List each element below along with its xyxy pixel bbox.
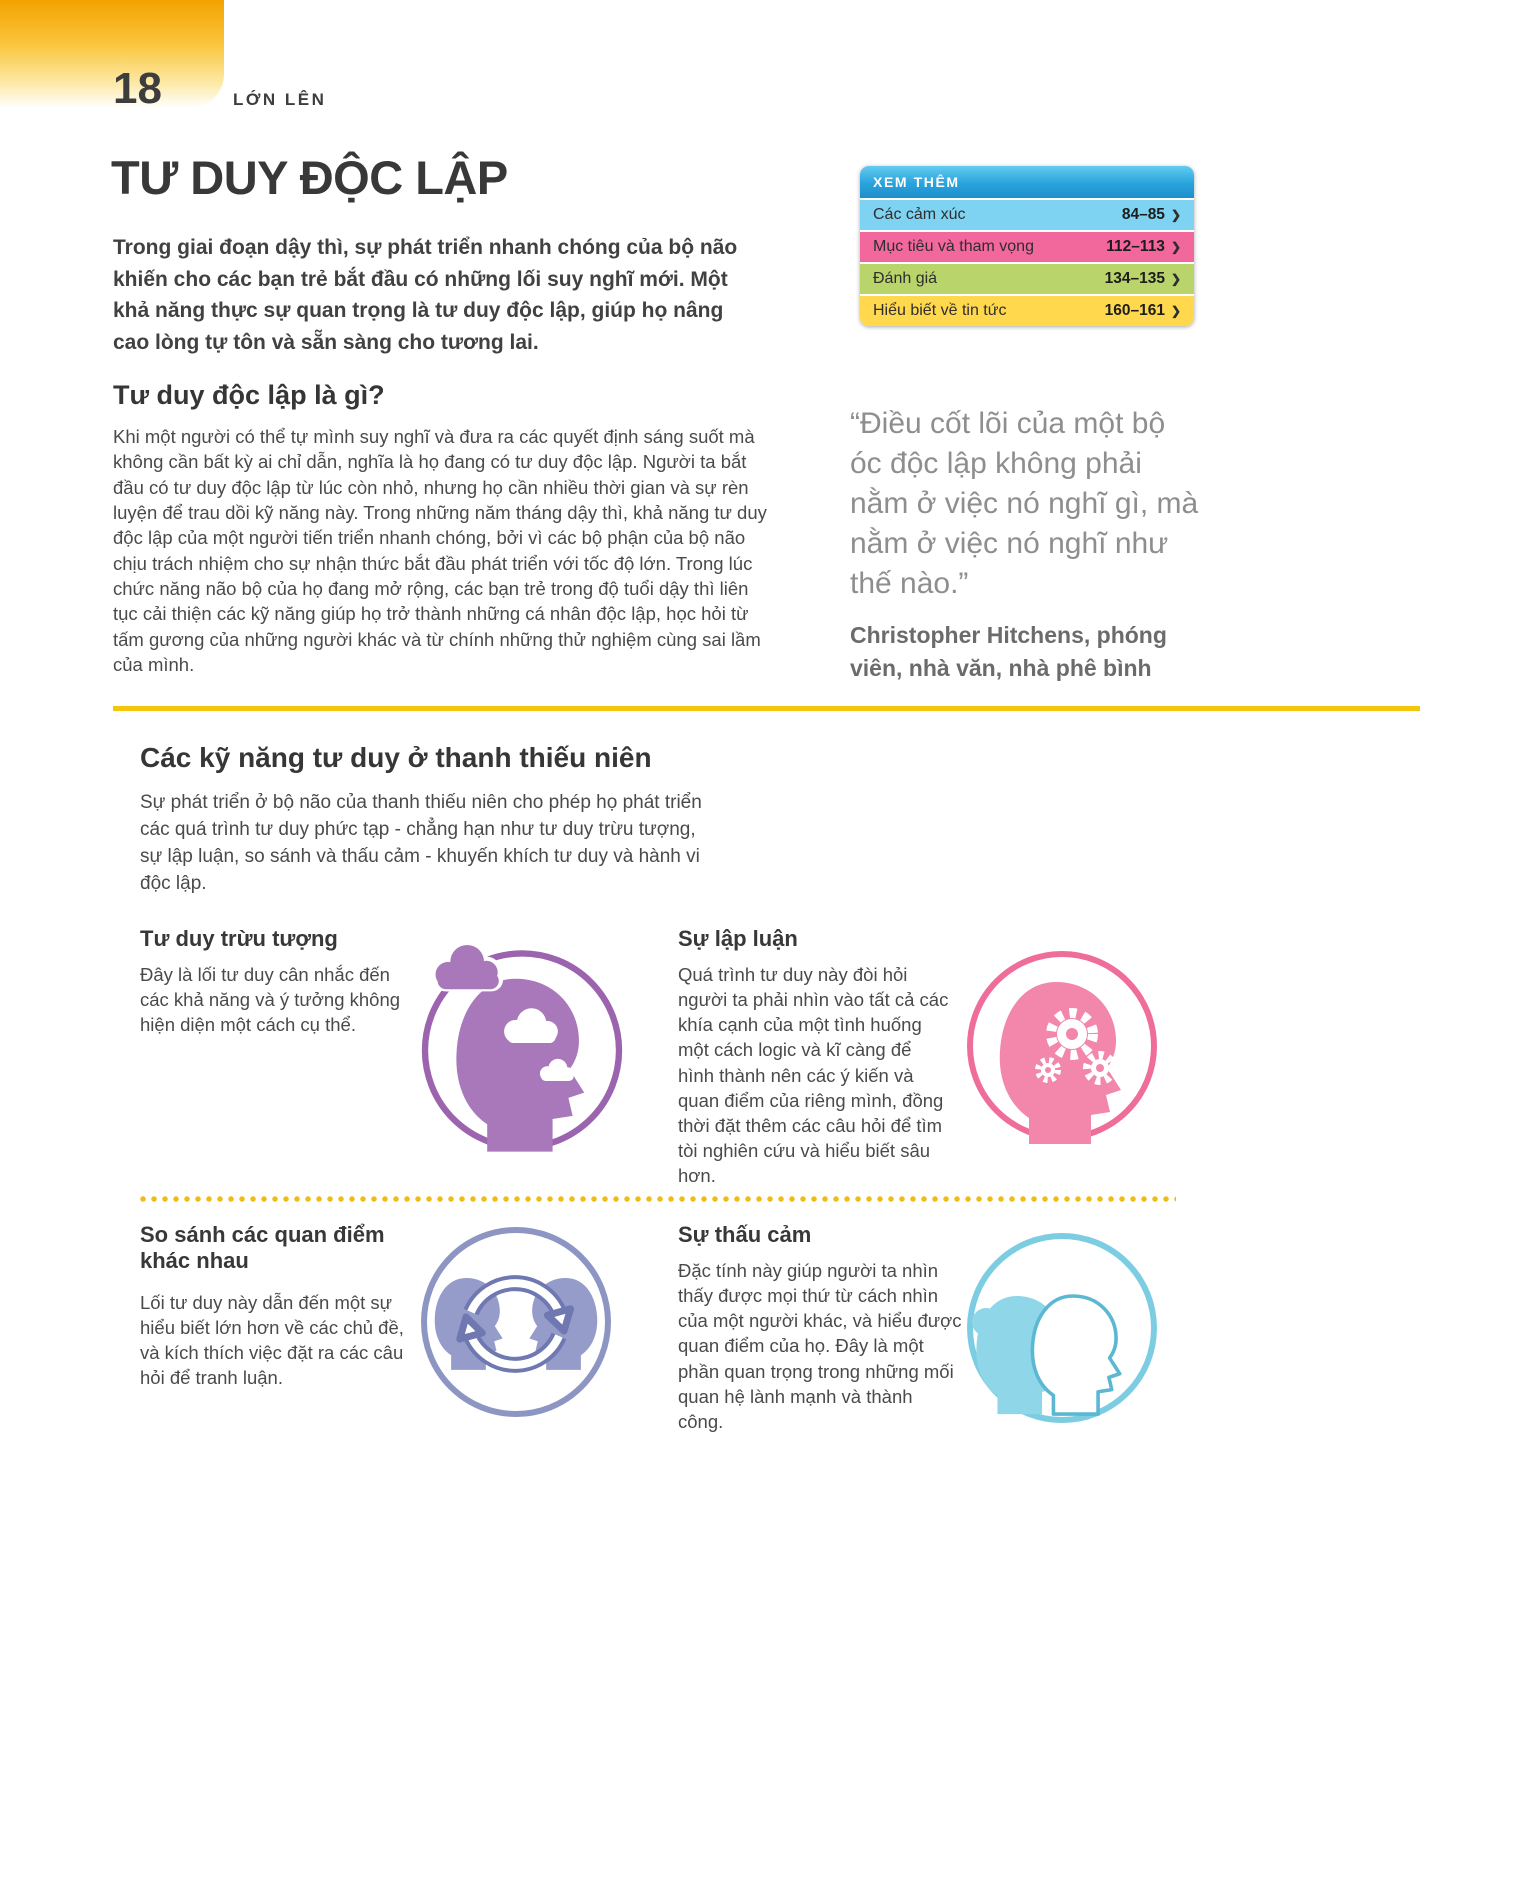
chapter-label: LỚN LÊN	[233, 90, 327, 109]
see-also-pages: 134–135 ❯	[1104, 270, 1181, 287]
block-title-empathy: Sự thấu cảm	[678, 1222, 812, 1247]
see-also-pages: 160–161 ❯	[1104, 302, 1181, 319]
intro-paragraph: Trong giai đoạn dậy thì, sự phát triển nhanh chóng của bộ não khiến cho các bạn trẻ bắt đầu có những lối suy nghĩ mới. Một khả năng thực sự quan trọng là tư duy độc lập, giúp họ nâng cao lòng tự tôn và sẵn sàng cho tương lai.	[113, 236, 738, 354]
block-text-comparing-viewpoints: Lối tư duy này dẫn đến một sự hiểu biết lớn hơn về các chủ đề, và kích thích việc đặt ra các câu hỏi để tranh luận.	[140, 1292, 404, 1389]
skills-intro: Sự phát triển ở bộ não của thanh thiếu niên cho phép họ phát triển các quá trình tư duy phức tạp - chẳng hạn như tư duy trừu tượng, sự lập luận, so sánh và thấu cảm - khuyến khích tư duy và hành vi độc lập.	[140, 792, 702, 894]
pull-quote	[850, 404, 1204, 685]
block-text-reasoning: Quá trình tư duy này đòi hỏi người ta phải nhìn vào tất cả các khía cạnh của một tình huống một cách logic và kĩ càng để hình thành nên các ý kiến và quan điểm của riêng mình, đồng thời đặt thêm các câu hỏi để tìm tòi nghiên cứu và hiểu biết sâu hơn.	[678, 964, 949, 1187]
page-title: TƯ DUY ĐỘC LẬP	[111, 151, 508, 204]
overlapping-profiles-icon	[952, 1218, 1172, 1438]
see-also-row-news	[860, 294, 1194, 326]
see-also-row-goals	[860, 230, 1194, 262]
chevron-right-icon: ❯	[1170, 304, 1181, 318]
see-also-label: Mục tiêu và tham vọng	[873, 238, 1034, 255]
chevron-right-icon: ❯	[1170, 272, 1181, 286]
block-text-empathy: Đặc tính này giúp người ta nhìn thấy được mọi thứ từ cách nhìn của một người khác, và hiểu được quan điểm của họ. Đây là một phần quan trọng trong những mối quan hệ lành mạnh và thành công.	[678, 1260, 962, 1432]
see-also-header: XEM THÊM	[860, 166, 1194, 198]
head-with-gears-icon	[952, 934, 1172, 1154]
dotted-divider	[140, 1196, 1176, 1202]
what-is-body: Khi một người có thể tự mình suy nghĩ và đưa ra các quyết định sáng suốt mà không cần bất kỳ ai chỉ dẫn, nghĩa là họ đang có tư duy độc lập. Người ta bắt đầu có tư duy độc lập từ lúc còn nhỏ, nhưng họ cần nhiều thời gian và sự rèn luyện để trau dồi kỹ năng này. Trong những năm tháng dậy thì, khả năng tư duy độc lập của một người tiến triển nhanh chóng, bởi vì các bộ phận của bộ não chịu trách nhiệm cho sự nhận thức bắt đầu phát triển với tốc độ lớn. Trong lúc chức năng não bộ của họ đang mở rộng, các bạn trẻ trong độ tuổi dậy thì liên tục cải thiện các kỹ năng giúp họ trở thành những cá nhân độc lập, học hỏi từ tấm gương của những người khác và từ chính những thử nghiệm cùng sai lầm của mình.	[113, 426, 767, 676]
quote-text: “Điều cốt lõi của một bộ óc độc lập không phải nằm ở việc nó nghĩ gì, mà nằm ở việc nó nghĩ như thế nào.”	[850, 407, 1199, 600]
see-also-box	[860, 166, 1194, 326]
facing-profiles-cycle-arrows-icon	[406, 1212, 626, 1432]
chevron-right-icon: ❯	[1170, 208, 1181, 222]
page-number: 18	[113, 64, 162, 113]
see-also-label: Hiểu biết về tin tức	[873, 302, 1007, 319]
section-heading-skills: Các kỹ năng tư duy ở thanh thiếu niên	[140, 742, 652, 773]
see-also-label: Đánh giá	[873, 270, 938, 287]
corner-tab	[0, 0, 224, 108]
section-heading-what-is: Tư duy độc lập là gì?	[113, 380, 385, 410]
head-with-thought-clouds-icon	[406, 926, 638, 1158]
block-text-abstract-thinking: Đây là lối tư duy cân nhắc đến các khả năng và ý tưởng không hiện diện một cách cụ thể.	[140, 964, 401, 1036]
yellow-section-divider	[113, 706, 1420, 711]
see-also-label: Các cảm xúc	[873, 206, 966, 223]
quote-attribution: Christopher Hitchens, phóng viên, nhà văn, nhà phê bình	[850, 622, 1167, 682]
block-title-comparing-viewpoints: So sánh các quan điểm khác nhau	[140, 1222, 385, 1273]
see-also-pages: 84–85 ❯	[1121, 206, 1181, 223]
block-title-reasoning: Sự lập luận	[678, 926, 798, 951]
see-also-pages: 112–113 ❯	[1106, 238, 1181, 255]
block-title-abstract-thinking: Tư duy trừu tượng	[140, 926, 338, 951]
chevron-right-icon: ❯	[1170, 240, 1181, 254]
see-also-row-judgement	[860, 262, 1194, 294]
see-also-row-emotions	[860, 198, 1194, 230]
